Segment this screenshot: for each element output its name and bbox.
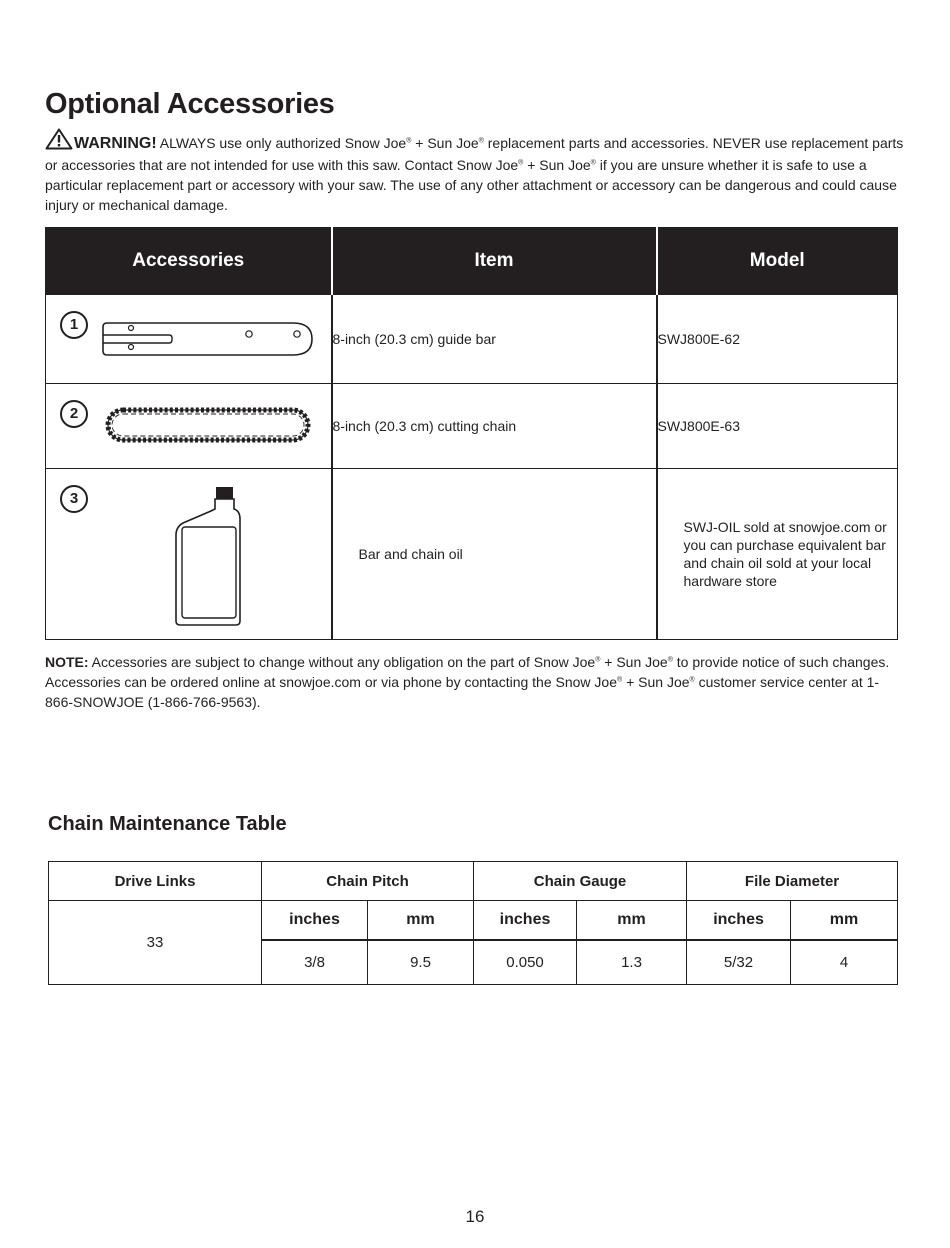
registered-mark: ® <box>667 656 673 664</box>
model-cell: SWJ-OIL sold at snowjoe.com or you can purchase equivalent bar and chain oil sold at your local hardware store <box>657 469 898 640</box>
unit-header: inches <box>687 901 791 941</box>
warning-text: + Sun Joe <box>523 157 591 173</box>
number-badge: 2 <box>60 400 88 428</box>
header-chain-pitch: Chain Pitch <box>262 862 474 901</box>
value-cell: 5/32 <box>687 940 791 985</box>
warning-text: + Sun Joe <box>411 135 479 151</box>
model-cell: SWJ800E-63 <box>657 384 898 469</box>
header-accessories: Accessories <box>46 228 332 295</box>
registered-mark: ® <box>518 159 524 167</box>
accessories-header-row <box>46 228 898 295</box>
oil-bottle-icon <box>171 485 246 630</box>
header-drive-links: Drive Links <box>49 862 262 901</box>
unit-header: inches <box>474 901 577 941</box>
chain-header-row <box>49 862 898 901</box>
unit-header: mm <box>577 901 687 941</box>
table-row <box>46 295 898 384</box>
item-cell: 8-inch (20.3 cm) cutting chain <box>332 384 657 469</box>
registered-mark: ® <box>590 159 596 167</box>
unit-header: mm <box>791 901 898 941</box>
page-number: 16 <box>465 1207 485 1226</box>
chain-table-title: Chain Maintenance Table <box>48 813 287 835</box>
header-file-diameter: File Diameter <box>687 862 898 901</box>
note-text: + Sun Joe <box>622 674 690 690</box>
warning-label: WARNING! <box>74 135 157 152</box>
accessories-table <box>45 227 898 640</box>
model-cell: SWJ800E-62 <box>657 295 898 384</box>
registered-mark: ® <box>595 656 601 664</box>
value-cell: 3/8 <box>262 940 368 985</box>
unit-header: inches <box>262 901 368 941</box>
value-cell: 4 <box>791 940 898 985</box>
registered-mark: ® <box>689 676 695 684</box>
note-text: to provide notice of such changes. Accessories can be ordered online at snowjoe.com or via phone by contacting the Snow Joe <box>45 654 890 690</box>
value-cell: 1.3 <box>577 940 687 985</box>
note-paragraph <box>45 652 905 712</box>
guide-bar-icon <box>101 317 316 361</box>
table-row <box>46 469 898 640</box>
value-cell: 0.050 <box>474 940 577 985</box>
accessory-image-cell <box>46 295 332 384</box>
unit-header: mm <box>368 901 474 941</box>
chain-units-row <box>49 901 898 941</box>
cutting-chain-icon <box>104 404 314 448</box>
note-text: customer service center at 1-866-SNOWJOE (1-866-766-9563). <box>45 674 880 710</box>
warning-triangle-icon <box>45 128 73 155</box>
warning-text: if you are unsure whether it is safe to use a particular replacement part or accessory with your saw. The use of any other attachment or accessory can be dangerous and could cause injury or mechanical damage. <box>45 157 897 213</box>
warning-paragraph <box>45 128 907 215</box>
item-cell: Bar and chain oil <box>332 469 657 640</box>
item-cell: 8-inch (20.3 cm) guide bar <box>332 295 657 384</box>
warning-text: replacement parts and accessories. NEVER use replacement parts or accessories that are not intended for use with this saw. Contact Snow Joe <box>45 135 904 173</box>
drive-links-value: 33 <box>49 901 262 985</box>
note-text: + Sun Joe <box>600 654 668 670</box>
registered-mark: ® <box>617 676 623 684</box>
value-cell: 9.5 <box>368 940 474 985</box>
registered-mark: ® <box>478 137 484 145</box>
accessory-image-cell <box>46 384 332 469</box>
warning-text: ALWAYS use only authorized Snow Joe <box>156 135 407 151</box>
header-model: Model <box>657 228 898 295</box>
page-title: Optional Accessories <box>45 88 335 120</box>
number-badge: 3 <box>60 485 88 513</box>
number-badge: 1 <box>60 311 88 339</box>
registered-mark: ® <box>406 137 412 145</box>
header-chain-gauge: Chain Gauge <box>474 862 687 901</box>
table-row <box>46 384 898 469</box>
chain-maintenance-table <box>48 861 898 985</box>
note-label: NOTE: <box>45 654 89 670</box>
accessory-image-cell <box>46 469 332 640</box>
note-text: Accessories are subject to change without any obligation on the part of Snow Joe <box>88 654 596 670</box>
header-item: Item <box>332 228 657 295</box>
